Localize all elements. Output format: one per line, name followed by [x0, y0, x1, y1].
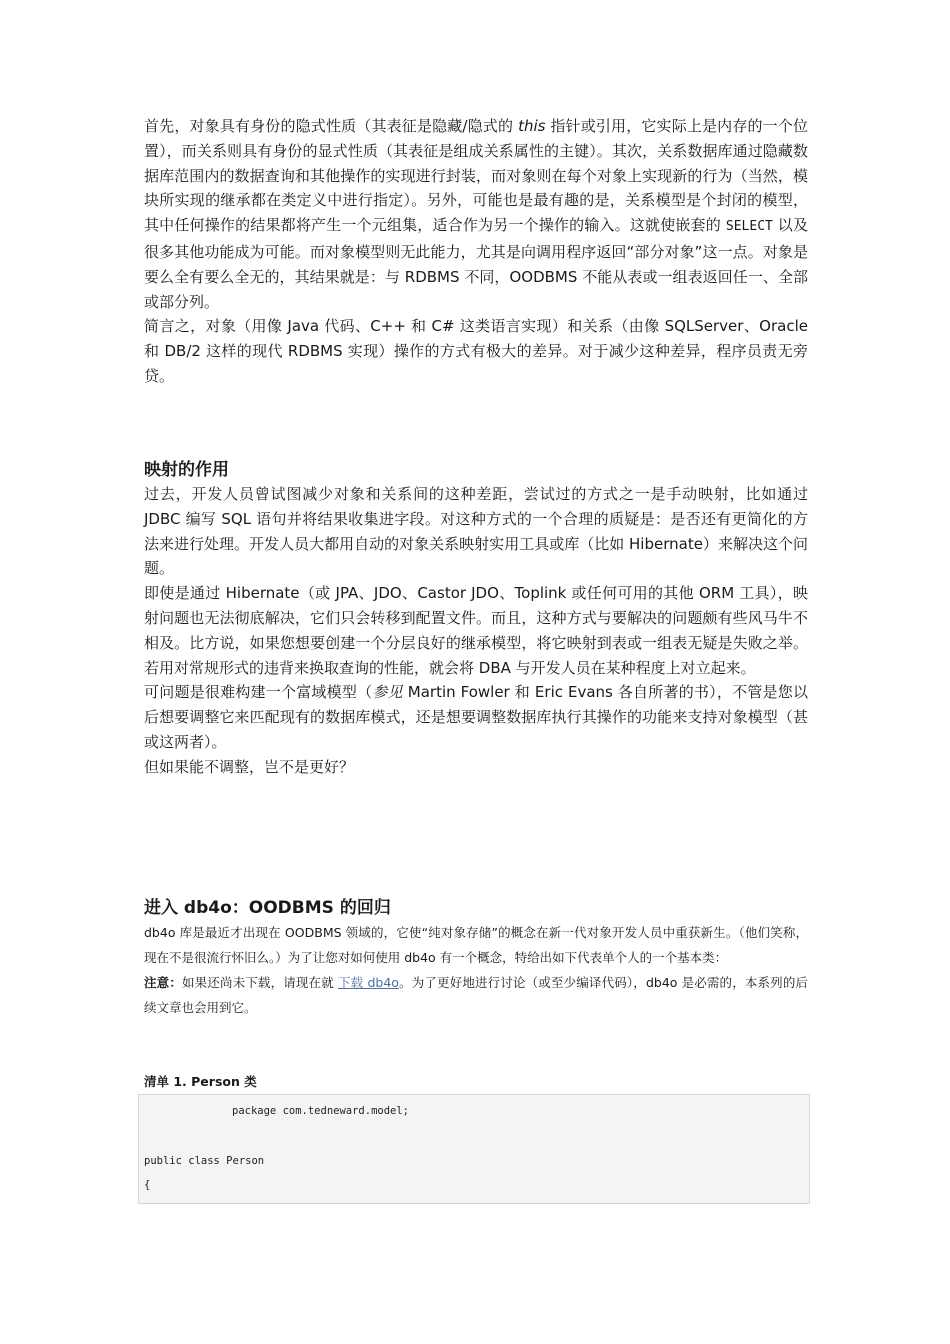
paragraph-identity: 首先，对象具有身份的隐式性质（其表征是隐藏/隐式的 this 指针或引用，它实际上是内存的一个位置），而关系则具有身份的显式性质（其表征是组成关系属性的主键）。其次，关系数据库通过隐藏数据库范围内的数据查询和其他操作的实现进行封装，而对象则在每个对象上实现新的行为（当然，模块所实现的继承都在类定义中进行指定）。另外，可能也是最有趣的是，关系模型是个封闭的模型，其中任何操作的结果都将产生一个元组集，适合作为另一个操作的输入。这就使嵌套的 SELECT 以及很多其他功能成为可能。而对象模型则无此能力，尤其是向调用程序返回“部分对象”这一点。对象是要么全有要么全无的，其结果就是：与 RDBMS 不同，OODBMS 不能从表或一组表返回任一、全部或部分列。: [144, 117, 808, 311]
paragraph-mapping-orm: 即使是通过 Hibernate（或 JPA、JDO、Castor JDO、Toplink 或任何可用的其他 ORM 工具），映射问题也无法彻底解决，它们只会转移到配置文件。而且，这种方式与要解决的问题颇有些风马牛不相及。比方说，如果您想要创建一个分层良好的继承模型，将它映射到表或一组表无疑是失败之举。若用对常规形式的违背来换取查询的性能，就会将 DBA 与开发人员在某种程度上对立起来。: [144, 584, 808, 677]
download-db4o-link[interactable]: 下载 db4o: [338, 975, 399, 990]
listing-title: 清单 1. Person 类: [144, 1074, 257, 1089]
paragraph-db4o-intro: db4o 库是最近才出现在 OODBMS 领域的，它使“纯对象存储”的概念在新一代对象开发人员中重获新生。（他们笑称，现在不是很流行怀旧么。）为了让您对如何使用 db4o 有一个概念，特给出如下代表单个人的一个基本类：: [144, 925, 808, 965]
select-keyword: SELECT: [725, 219, 773, 235]
listing-caption: [144, 1072, 808, 1090]
see-also-text: 参见: [372, 683, 403, 702]
code-line: {: [144, 1179, 151, 1191]
section-mapping: [144, 458, 808, 780]
heading-db4o: 进入 db4o：OODBMS 的回归: [144, 898, 391, 918]
section-intro: [144, 114, 808, 389]
code-line: public class Person: [144, 1155, 265, 1167]
code-listing: [138, 1094, 810, 1204]
paragraph-mapping-past: 过去，开发人员曾试图减少对象和关系间的这种差距，尝试过的方式之一是手动映射，比如通过 JDBC 编写 SQL 语句并将结果收集进字段。对这种方式的一个合理的质疑是：是否还有更简化的方法来进行处理。开发人员大都用自动的对象关系映射实用工具或库（比如 Hibernate）来解决这个问题。: [144, 485, 808, 578]
this-keyword: this: [518, 117, 546, 135]
paragraph-note: 注意：如果还尚未下载，请现在就 下载 db4o。为了更好地进行讨论（或至少编译代码），db4o 是必需的，本系列的后续文章也会用到它。: [144, 975, 808, 1015]
note-label: 注意：: [144, 975, 182, 990]
paragraph-summary: 简言之，对象（用像 Java 代码、C++ 和 C# 这类语言实现）和关系（由像 SQLServer、Oracle 和 DB/2 这样的现代 RDBMS 实现）操作的方式有极大的差异。对于减少这种差异，程序员责无旁贷。: [144, 317, 808, 385]
code-line: package com.tedneward.model;: [232, 1105, 410, 1117]
heading-mapping: 映射的作用: [144, 460, 229, 480]
paragraph-mapping-question: 但如果能不调整，岂不是更好？: [144, 757, 355, 776]
paragraph-mapping-domain: 可问题是很难构建一个富域模型（参见 Martin Fowler 和 Eric Evans 各自所著的书），不管是您以后想要调整它来匹配现有的数据库模式，还是想要调整数据库执行其操作的功能来支持对象模型（甚或这两者）。: [144, 683, 808, 751]
section-db4o: [144, 896, 808, 1020]
